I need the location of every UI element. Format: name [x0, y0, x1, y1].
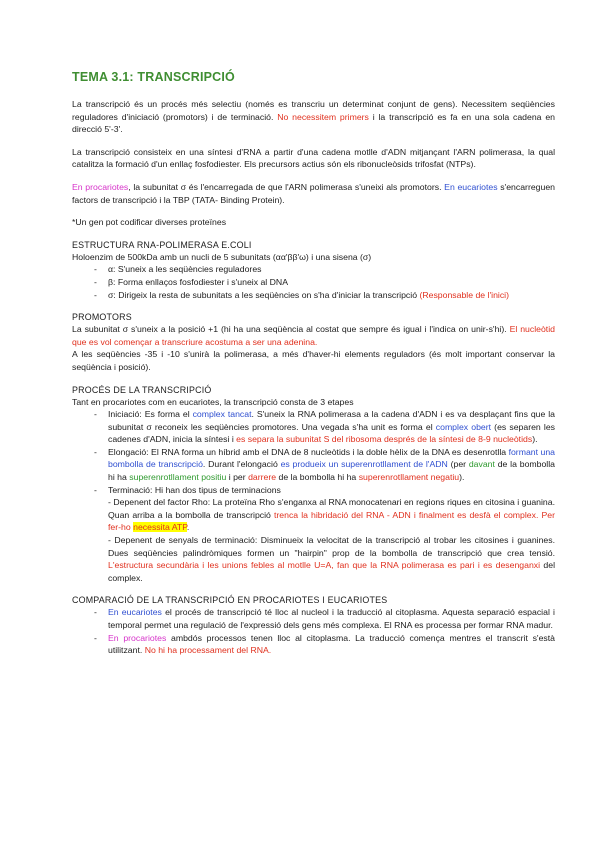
closed-complex: complex tancat: [192, 409, 252, 420]
subunit-list: [72, 263, 555, 301]
elong-text: (per: [447, 459, 469, 470]
synthesis-paragraph: La transcripció consisteix en una síntesi d'RNA a partir d'una cadena motlle d'ADN mitjançant l'ARN polimerasa, la qual catalitza la formació d'un enllaç fosfodiester. Els precursors actius són els ribonucleòsids trifosfat (NTPs).: [72, 146, 555, 170]
intro-text-end: i la transcripció es fa en una sola cadena en direcció 5'-3'.: [72, 111, 555, 135]
rnapol-heading: ESTRUCTURA RNA-POLIMERASA E.COLI: [72, 239, 252, 250]
supercoil-highlight: es produeix un superenrotllament de l'ADN: [280, 459, 448, 470]
list-item: [94, 289, 555, 302]
list-item: - β: Forma enllaços fosfodiester i s'uneix al DNA: [94, 276, 555, 289]
intro-text: La transcripció és un procés més selectiu (només es transcriu un determinat conjunt de gens). Necessitem seqüències reguladores d'iniciació (promotors) i de terminació.: [72, 99, 555, 122]
prokaryote-label: En procariotes: [108, 632, 167, 643]
term-text: - Terminació: Hi han dos tipus de terminacions: [108, 484, 281, 495]
elong-text: Elongació: El RNA forma un híbrid amb el DNA de 8 nucleòtids i la doble hèlix de la DNA es desenrotlla: [108, 446, 509, 457]
rho-highlight: trenca la hibridació del RNA - ADN i finalment es desfà el complex. Per fer-ho: [108, 509, 555, 533]
elong-text: de la bombolla hi ha: [108, 459, 555, 483]
elong-text: ).: [459, 472, 465, 483]
positive-supercoil: superenrotllament positiu: [129, 472, 227, 483]
init-highlight: es separa la subunitat S del ribosoma després de la síntesi de 8-9 nucleòtids: [236, 434, 533, 445]
negative-supercoil: superenrotllament negatiu: [358, 472, 460, 483]
stage-termination: [94, 484, 555, 585]
list-item: - α: S'uneix a les seqüències reguladores: [94, 263, 555, 276]
sigma-paragraph: [72, 181, 555, 206]
comparison-list: [72, 606, 555, 656]
sigma-item-text: σ: Dirigeix la resta de subunitats a les seqüències on s'ha d'iniciar la transcripció: [108, 289, 420, 300]
rho-text: .: [186, 522, 190, 533]
prokaryote-label: En procariotes: [72, 181, 129, 192]
bubble-highlight: formant una bombolla de transcripció: [108, 446, 555, 470]
prokaryote-text: ambdós processos tenen lloc al citoplasma. La traducció comença mentres el transcrit s'està utilitzant.: [108, 632, 556, 656]
promotors-heading: PROMOTORS: [72, 312, 132, 323]
eukaryote-label: En eucariotes: [444, 181, 498, 192]
intro-highlight: No necessitem primers: [277, 111, 369, 122]
signal-highlight: L'estructura secundària i les unions febles al motlle U=A, fan que la RNA polimerasa es pari i es desenganxi: [108, 560, 541, 571]
page-title: TEMA 3.1: TRANSCRIPCIÓ: [72, 70, 235, 84]
proces-lead: Tant en procariotes com en eucariotes, la transcripció consta de 3 etapes: [72, 396, 354, 407]
rho-text: - Depenent del factor Rho: La proteïna Rho s'enganxa al RNA monocatenari en regions riques en citosina i guanina. Quan arriba a la bombolla de transcripció: [108, 497, 555, 520]
init-text: ).: [532, 434, 538, 445]
gene-note: *Un gen pot codificar diverses proteïnes: [72, 217, 227, 228]
init-text: (es separen les cadenes d'ADN, inicia la síntesi i: [108, 421, 555, 445]
stage-elongation: [94, 446, 555, 484]
proces-heading: PROCÉS DE LA TRANSCRIPCIÓ: [72, 384, 212, 395]
tbp-text: s'encarreguen factors de transcripció i la TBP (TATA- Binding Protein).: [72, 181, 555, 205]
promotors-text: [72, 323, 555, 348]
eukaryote-item: [94, 606, 555, 631]
eukaryote-label: En eucariotes: [108, 607, 162, 618]
intro-paragraph: [72, 98, 555, 136]
front-highlight: davant: [468, 459, 495, 470]
signal-termination: [108, 534, 555, 584]
stages-list: [72, 408, 555, 584]
comparacio-heading: COMPARACIÓ DE LA TRANSCRIPCIÓ EN PROCARIOTES I EUCARIOTES: [72, 595, 388, 606]
open-complex: complex obert: [435, 421, 492, 432]
sigma-item-highlight: (Responsable de l'inici): [419, 289, 509, 300]
atp-highlight: necessita ATP: [133, 522, 187, 533]
promotors-sequences: A les seqüències -35 i -10 s'unirà la polimerasa, a més d'haver-hi elements reguladors (és molt important conservar la seqüència i posició).: [72, 349, 555, 372]
elong-text: de la bombolla hi ha: [276, 472, 359, 483]
signal-text: - Depenent de senyals de terminació: Disminueix la velocitat de la transcripció al trobar les citosines i guanines. Dues seqüències palindròmiques formen un "hairpin" prop de la bombolla de transcripció que crea tensió.: [108, 535, 555, 558]
rho-termination: [108, 496, 555, 534]
eukaryote-text: el procés de transcripció té lloc al nucleol i la traducció al citoplasma. Aquesta separació espacial i temporal permet una regulació de l'expressió dels gens més complexa. El RNA es processa per formar RNA madur.: [108, 607, 555, 630]
adenine-highlight: El nucleòtid que es vol començar a transcriure acostuma a ser una adenina.: [72, 324, 555, 347]
promotor-text: La subunitat σ s'uneix a la posició +1 (hi ha una seqüència al costat que sempre és igual i l'indica on unir-s'hi).: [72, 324, 510, 335]
init-text: . S'uneix la RNA polimerasa a la cadena d'ADN i es va desplaçant fins que la subunitat σ reconeix les seqüències promotores. Una vegada s'ha unit es forma el: [108, 409, 555, 432]
init-text: Iniciació: Es forma el: [108, 409, 193, 420]
elong-text: i per: [226, 472, 249, 483]
no-processing-highlight: No hi ha processament del RNA.: [144, 645, 272, 656]
prokaryote-item: [94, 632, 555, 657]
holoenzyme-line: Holoenzim de 500kDa amb un nucli de 5 subunitats (αα'ββ'ω) i una sisena (σ): [72, 251, 372, 262]
elong-text: . Durant l'elongació: [202, 459, 281, 470]
sigma-text: , la subunitat σ és l'encarregada de que l'ARN polimerasa s'uneixi als promotors.: [128, 181, 445, 192]
behind-highlight: darrere: [248, 472, 277, 483]
stage-initiation: [94, 408, 555, 446]
signal-text: del complex.: [108, 560, 556, 583]
